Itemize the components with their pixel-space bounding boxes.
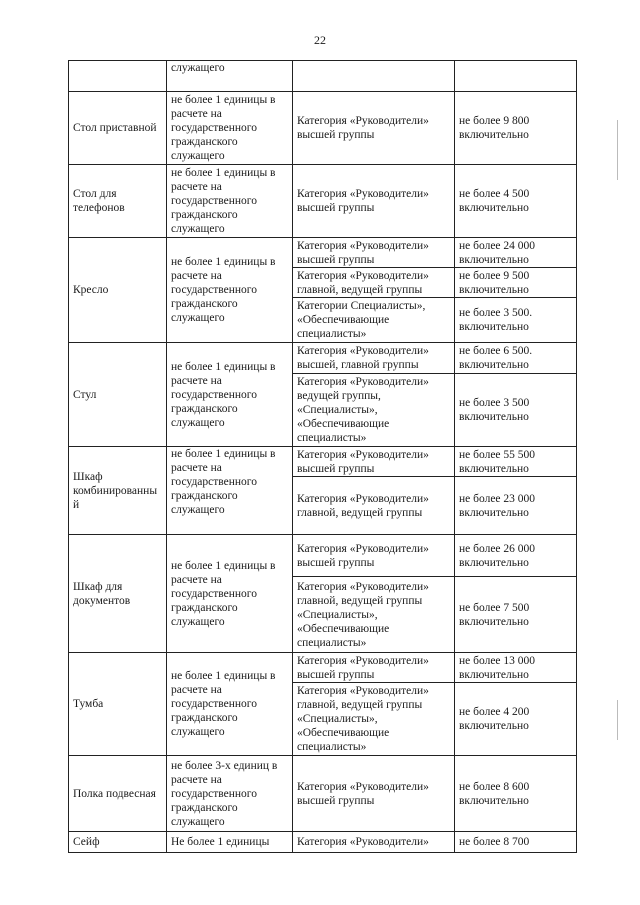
item-cell: Тумба (69, 653, 167, 756)
item-cell: Полка подвесная (69, 756, 167, 832)
price-cell: не более 4 500 включительно (455, 165, 577, 238)
table-row (69, 165, 577, 238)
category-cell: Категория «Руководители» высшей группы (293, 535, 455, 577)
price-cell (455, 61, 577, 92)
category-cell: Категория «Руководители» высшей группы (293, 92, 455, 165)
table-row (69, 535, 577, 577)
category-cell: Категория «Руководители» высшей группы (293, 238, 455, 268)
quantity-cell: служащего (167, 61, 293, 92)
category-cell: Категория «Руководители» главной, ведущей группы (293, 477, 455, 535)
price-cell: не более 6 500. включительно (455, 343, 577, 374)
table-row (69, 343, 577, 374)
table-row (69, 92, 577, 165)
page-number: 22 (314, 33, 326, 47)
item-cell: Кресло (69, 238, 167, 343)
category-cell: Категория «Руководители» высшей, главной группы (293, 343, 455, 374)
quantity-cell: не более 1 единицы в расчете на государственного гражданского служащего (167, 447, 293, 535)
table-row (69, 238, 577, 268)
scan-edge-mark (617, 120, 618, 180)
price-cell: не более 24 000 включительно (455, 238, 577, 268)
price-cell: не более 9 500 включительно (455, 268, 577, 298)
table-row (69, 832, 577, 853)
price-cell: не более 8 600 включительно (455, 756, 577, 832)
quantity-cell: не более 1 единицы в расчете на государственного гражданского служащего (167, 535, 293, 653)
price-cell: не более 55 500 включительно (455, 447, 577, 477)
item-cell: Стол для телефонов (69, 165, 167, 238)
category-cell: Категория «Руководители» высшей группы (293, 165, 455, 238)
item-cell: Шкаф комбинированный (69, 447, 167, 535)
price-cell: не более 26 000 включительно (455, 535, 577, 577)
item-cell: Стол приставной (69, 92, 167, 165)
quantity-cell: не более 1 единицы в расчете на государственного гражданского служащего (167, 343, 293, 447)
category-cell: Категория «Руководители» главной, ведущей группы «Специалисты», «Обеспечивающие специалисты» (293, 683, 455, 756)
price-cell: не более 3 500 включительно (455, 374, 577, 447)
category-cell: Категория «Руководители» высшей группы (293, 653, 455, 683)
table-row (69, 61, 577, 92)
table-row (69, 756, 577, 832)
item-cell: Шкаф для документов (69, 535, 167, 653)
quantity-cell: не более 1 единицы в расчете на государственного гражданского служащего (167, 92, 293, 165)
category-cell: Категория «Руководители» высшей группы (293, 756, 455, 832)
price-cell: не более 23 000 включительно (455, 477, 577, 535)
price-cell: не более 3 500. включительно (455, 298, 577, 343)
category-cell: Категория «Руководители» (293, 832, 455, 853)
category-cell: Категория «Руководители» главной, ведущей группы «Специалисты», «Обеспечивающие специалисты» (293, 577, 455, 653)
quantity-cell: не более 1 единицы в расчете на государственного гражданского служащего (167, 653, 293, 756)
price-cell: не более 13 000 включительно (455, 653, 577, 683)
category-cell: Категория «Руководители» главной, ведущей группы (293, 268, 455, 298)
price-cell: не более 8 700 (455, 832, 577, 853)
quantity-cell: не более 1 единицы в расчете на государственного гражданского служащего (167, 238, 293, 343)
table-row (69, 653, 577, 683)
category-cell: Категория «Руководители» высшей группы (293, 447, 455, 477)
category-cell: Категории Специалисты», «Обеспечивающие специалисты» (293, 298, 455, 343)
item-cell: Сейф (69, 832, 167, 853)
table-row (69, 447, 577, 477)
scan-edge-mark (617, 700, 618, 740)
price-cell: не более 4 200 включительно (455, 683, 577, 756)
quantity-cell: не более 3-х единиц в расчете на государственного гражданского служащего (167, 756, 293, 832)
quantity-cell: Не более 1 единицы (167, 832, 293, 853)
price-cell: не более 9 800 включительно (455, 92, 577, 165)
furniture-norms-table (68, 60, 577, 853)
item-cell (69, 61, 167, 92)
category-cell (293, 61, 455, 92)
price-cell: не более 7 500 включительно (455, 577, 577, 653)
quantity-cell: не более 1 единицы в расчете на государственного гражданского служащего (167, 165, 293, 238)
item-cell: Стул (69, 343, 167, 447)
category-cell: Категория «Руководители» ведущей группы, «Специалисты», «Обеспечивающие специалисты» (293, 374, 455, 447)
